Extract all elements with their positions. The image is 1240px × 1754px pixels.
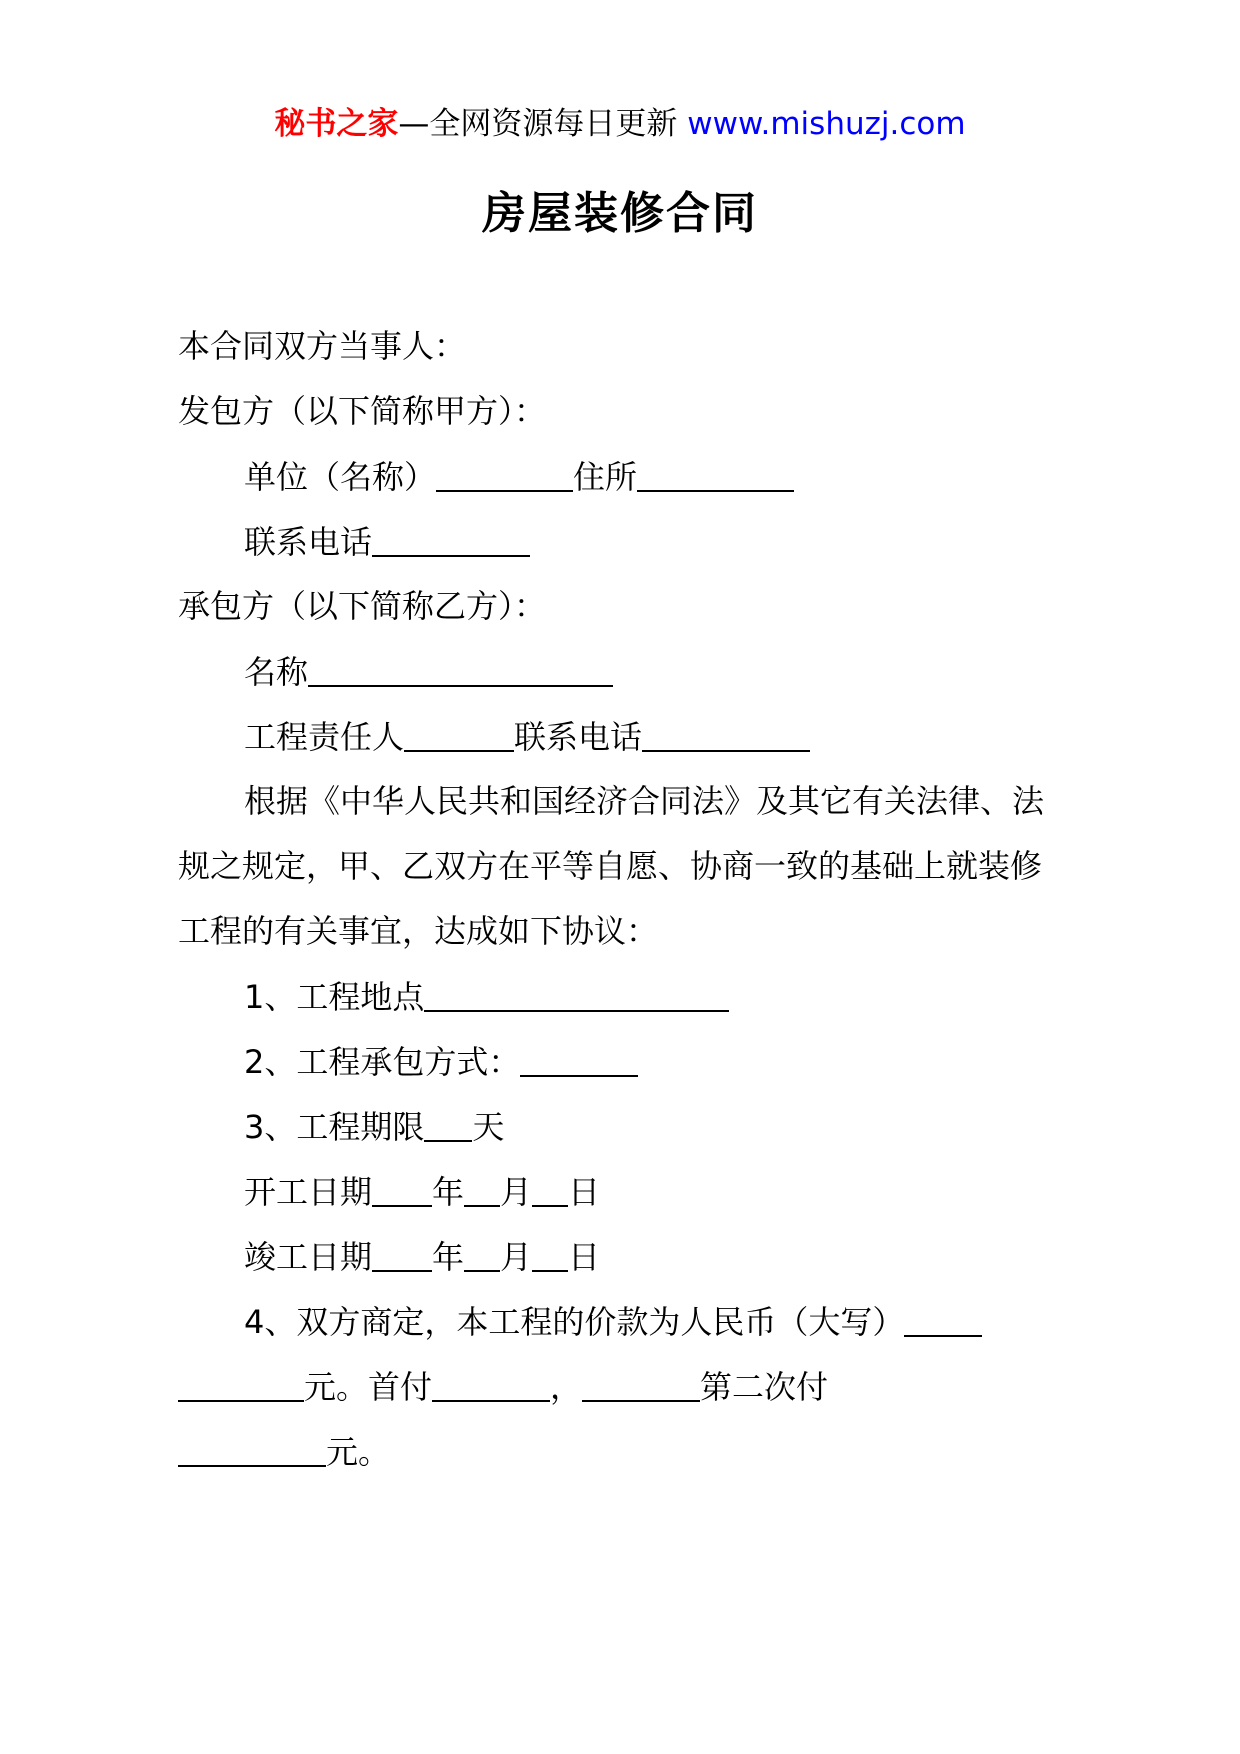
start-month-blank[interactable] — [464, 1163, 500, 1207]
address-label: 住所 — [573, 458, 638, 496]
name-blank[interactable] — [308, 643, 613, 687]
price-blank-part1[interactable] — [904, 1293, 982, 1337]
party-b-name-line — [178, 639, 1068, 704]
first-payment-blank-2[interactable] — [582, 1358, 700, 1402]
month-unit: 月 — [500, 1238, 533, 1276]
payment-line — [178, 1354, 1068, 1419]
item-1-label: 1、工程地点 — [244, 978, 425, 1016]
unit-blank[interactable] — [436, 448, 573, 492]
item-1-line — [178, 964, 1068, 1029]
site-header — [0, 98, 1240, 150]
agreement-paragraph: 根据《中华人民共和国经济合同法》及其它有关法律、法规之规定，甲、乙双方在平等自愿、协商一致的基础上就装修工程的有关事宜，达成如下协议： — [178, 782, 1045, 950]
address-blank[interactable] — [637, 448, 794, 492]
item-2-label: 2、工程承包方式： — [244, 1043, 521, 1081]
contract-body — [178, 314, 1068, 1484]
days-unit: 天 — [472, 1108, 505, 1146]
contract-method-blank[interactable] — [520, 1033, 638, 1077]
location-blank[interactable] — [424, 968, 729, 1012]
year-unit: 年 — [432, 1173, 465, 1211]
unit-label: 单位（名称） — [244, 458, 437, 496]
second-payment-label: 第二次付 — [700, 1368, 829, 1406]
parties-intro: 本合同双方当事人： — [178, 327, 467, 365]
parties-intro-line — [178, 314, 1068, 379]
party-a-unit-line — [178, 444, 1068, 509]
party-a-heading: 发包方（以下简称甲方）： — [178, 392, 547, 430]
site-url[interactable]: www.mishuzj.com — [687, 106, 966, 142]
party-b-heading: 承包方（以下简称乙方）： — [178, 587, 547, 625]
start-day-blank[interactable] — [532, 1163, 568, 1207]
phone-blank-2[interactable] — [642, 708, 810, 752]
start-year-blank[interactable] — [372, 1163, 432, 1207]
price-blank-part2[interactable] — [178, 1358, 304, 1402]
year-unit: 年 — [432, 1238, 465, 1276]
end-month-blank[interactable] — [464, 1228, 500, 1272]
responsible-blank[interactable] — [404, 708, 514, 752]
comma-sep: ， — [550, 1368, 583, 1406]
item-3-line — [178, 1094, 1068, 1159]
second-payment-blank[interactable] — [178, 1423, 326, 1467]
item-2-line — [178, 1029, 1068, 1094]
phone-blank[interactable] — [372, 513, 530, 557]
end-year-blank[interactable] — [372, 1228, 432, 1272]
day-unit: 日 — [568, 1173, 601, 1211]
second-payment-line — [178, 1419, 1068, 1484]
responsible-label: 工程责任人 — [244, 718, 405, 756]
day-unit: 日 — [568, 1238, 601, 1276]
phone-label-2: 联系电话 — [514, 718, 643, 756]
first-payment-label: 元。首付 — [304, 1368, 433, 1406]
first-payment-blank[interactable] — [432, 1358, 550, 1402]
duration-blank[interactable] — [424, 1098, 472, 1142]
party-a-phone-line — [178, 509, 1068, 574]
brand-name: 秘书之家 — [274, 106, 399, 142]
name-label: 名称 — [244, 653, 309, 691]
item-4-line — [178, 1289, 1068, 1354]
end-date-label: 竣工日期 — [244, 1238, 373, 1276]
end-date-line — [178, 1224, 1068, 1289]
item-4-label: 4、双方商定，本工程的价款为人民币（大写） — [244, 1303, 905, 1341]
party-a-line — [178, 379, 1068, 444]
party-b-responsible-line — [178, 704, 1068, 769]
phone-label: 联系电话 — [244, 523, 373, 561]
start-date-label: 开工日期 — [244, 1173, 373, 1211]
end-day-blank[interactable] — [532, 1228, 568, 1272]
party-b-line — [178, 574, 1068, 639]
start-date-line — [178, 1159, 1068, 1224]
item-3-label: 3、工程期限 — [244, 1108, 425, 1146]
month-unit: 月 — [500, 1173, 533, 1211]
document-title: 房屋装修合同 — [482, 188, 758, 239]
slogan: —全网资源每日更新 — [398, 106, 678, 142]
yuan-end: 元。 — [326, 1433, 391, 1471]
